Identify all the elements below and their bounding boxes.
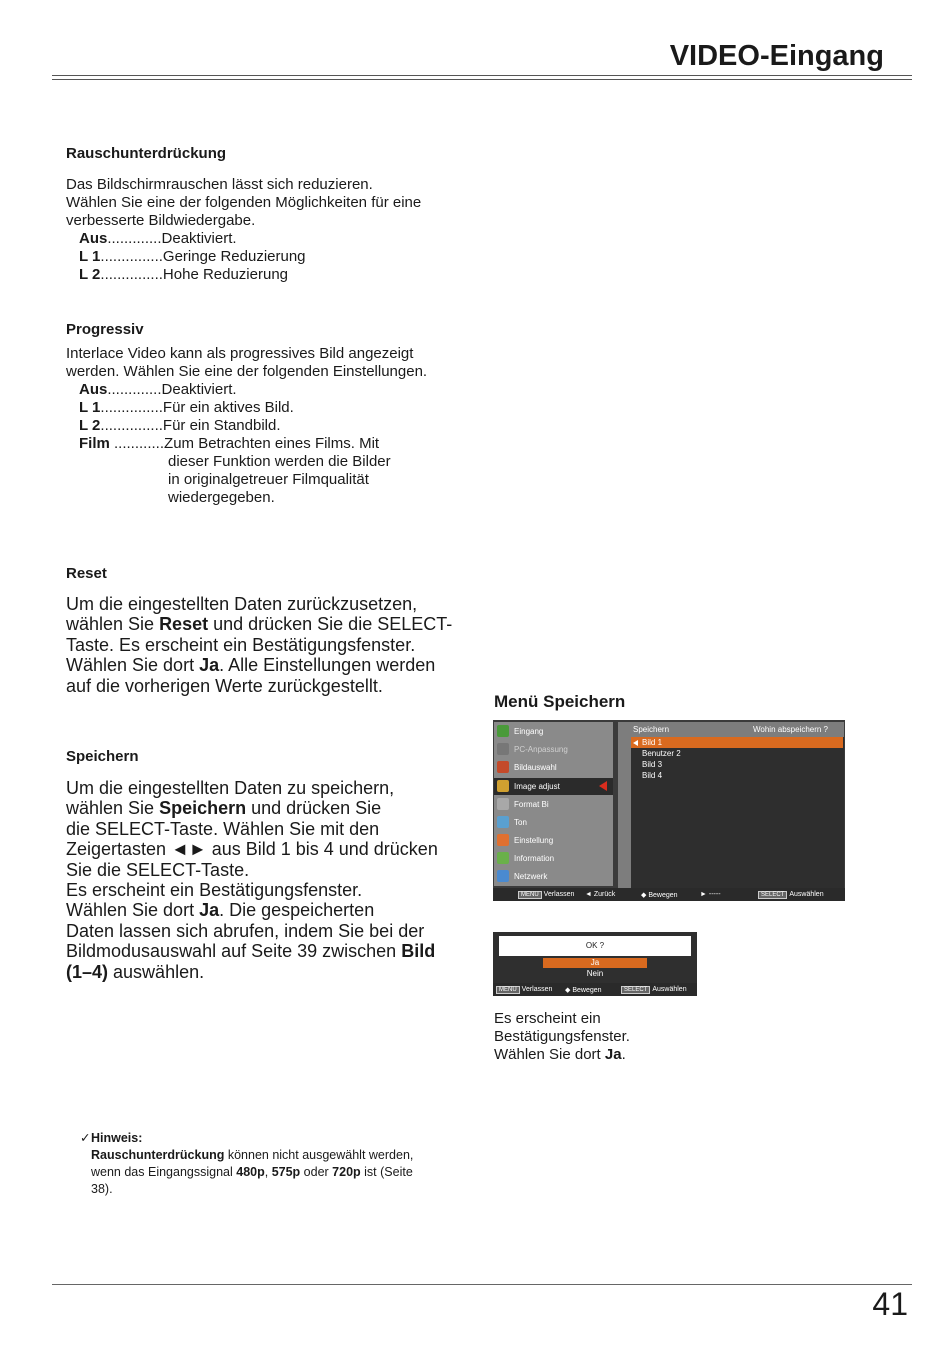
text-line: wählen Sie Reset und drücken Sie die SELECT-	[66, 614, 453, 635]
text-line: Zeigertasten ◄► aus Bild 1 bis 4 und drücken	[66, 839, 438, 860]
status-bewegen: ◆ Bewegen	[565, 987, 602, 994]
text-line: Es erscheint ein	[494, 1010, 601, 1027]
option-dots: ............	[109, 435, 165, 452]
rausch-paragraph	[66, 176, 466, 230]
text-line: in originalgetreuer Filmqualität	[168, 471, 369, 488]
progressiv-paragraph	[66, 345, 466, 381]
menu-item-bildauswahl[interactable]: Bildauswahl	[494, 759, 613, 776]
sound-icon	[497, 816, 509, 828]
menu-screenshot	[493, 720, 845, 901]
option-key: L 2	[79, 266, 101, 283]
status-bewegen: ◆ Bewegen	[641, 892, 678, 899]
pc-adjust-icon	[497, 743, 509, 755]
text-line: Das Bildschirmrauschen lässt sich reduzieren.	[66, 176, 373, 193]
option-desc: Deaktiviert.	[161, 230, 237, 247]
text-line: die SELECT-Taste. Wählen Sie mit den	[66, 818, 380, 839]
option-key: Film	[79, 435, 110, 452]
settings-icon	[497, 834, 509, 846]
text-line: Wählen Sie dort Ja. Alle Einstellungen werden	[66, 655, 436, 676]
option-row	[79, 266, 288, 284]
option-row	[79, 399, 294, 417]
menu-item-eingang[interactable]: Eingang	[494, 723, 613, 740]
text-line: 38).	[91, 1182, 113, 1196]
option-row	[79, 381, 237, 399]
option-desc: Zum Betrachten eines Films. Mit	[164, 435, 380, 452]
confirm-question: OK ?	[499, 936, 691, 956]
option-dots: ...............	[100, 399, 163, 416]
section-heading-progressiv: Progressiv	[66, 321, 144, 338]
format-icon	[497, 798, 509, 810]
text-line: Es erscheint ein Bestätigungsfenster.	[66, 880, 363, 901]
film-description	[168, 453, 391, 507]
menu-item-information[interactable]: Information	[494, 850, 613, 867]
confirm-no-option[interactable]: Nein	[586, 969, 604, 978]
section-heading-rauschunterdrueckung: Rauschunterdrückung	[66, 145, 227, 162]
text-line: wiedergegeben.	[168, 489, 275, 506]
option-row	[79, 248, 306, 266]
note-box	[80, 1130, 460, 1198]
status-zurueck: ◄ Zurück	[585, 891, 616, 898]
confirm-dialog	[493, 932, 697, 996]
confirm-yes-option[interactable]: Ja	[543, 958, 647, 968]
text-line: Wählen Sie dort Ja. Die gespeicherten	[66, 900, 375, 921]
option-key: Aus	[79, 381, 108, 398]
option-desc: Für ein Standbild.	[162, 417, 281, 434]
menu-right-panel	[618, 722, 844, 888]
option-desc: Geringe Reduzierung	[162, 248, 306, 265]
menu-item-format[interactable]: Format Bi	[494, 796, 613, 813]
text-line: Um die eingestellten Daten zu speichern,	[66, 778, 395, 798]
option-dots: ...............	[100, 248, 163, 265]
image-adjust-icon	[497, 780, 509, 792]
network-icon	[497, 870, 509, 882]
text-line: Um die eingestellten Daten zurückzusetzen,	[66, 594, 418, 614]
text-line: Daten lassen sich abrufen, indem Sie bei der	[66, 920, 425, 941]
text-line: Sie die SELECT-Taste.	[66, 859, 250, 880]
option-dots: .............	[107, 381, 162, 398]
section-heading-speichern: Speichern	[66, 748, 139, 765]
text-line: wählen Sie Speichern und drücken Sie	[66, 798, 382, 819]
menu-item-netzwerk[interactable]: Netzwerk	[494, 868, 613, 885]
status-auswaehlen: SELECT Auswählen	[758, 891, 824, 899]
input-icon	[497, 725, 509, 737]
option-dots: ...............	[100, 417, 163, 434]
submenu-item-benutzer-2[interactable]: Benutzer 2	[642, 749, 681, 758]
option-dots: .............	[107, 230, 162, 247]
text-line: Interlace Video kann als progressives Bild angezeigt	[66, 345, 414, 362]
text-line: Taste. Es erscheint ein Bestätigungsfenster.	[66, 634, 416, 655]
footer-rule	[52, 1284, 912, 1285]
option-dots: ...............	[100, 266, 163, 283]
option-key: L 1	[79, 399, 101, 416]
text-line: verbesserte Bildwiedergabe.	[66, 212, 256, 229]
menu-item-pc-anpassung[interactable]: PC-Anpassung	[494, 741, 613, 758]
menu-left-panel	[494, 722, 613, 886]
reset-paragraph	[66, 594, 466, 696]
menu-screenshot-title: Menü Speichern	[494, 692, 626, 711]
text-line: wenn das Eingangssignal 480p, 575p oder 720p ist (Seite	[91, 1165, 413, 1179]
option-row	[79, 417, 281, 435]
confirm-status-bar	[493, 983, 697, 996]
selection-arrow-icon	[599, 781, 607, 791]
status-verlassen: MENU Verlassen	[518, 891, 574, 899]
page-number: 41	[872, 1286, 908, 1322]
image-select-icon	[497, 761, 509, 773]
text-line: Bestätigungsfenster.	[494, 1028, 630, 1045]
text-line: dieser Funktion werden die Bilder	[168, 453, 391, 470]
option-row	[79, 230, 237, 248]
note-text	[80, 1147, 460, 1198]
header-rule	[52, 75, 912, 76]
submenu-header: Speichern Wohin abspeichern ?	[618, 722, 844, 736]
menu-status-bar	[493, 888, 845, 901]
submenu-list	[631, 737, 844, 888]
text-line: werden. Wählen Sie eine der folgenden Einstellungen.	[66, 363, 428, 380]
option-desc: Für ein aktives Bild.	[162, 399, 294, 416]
check-icon: ✓	[80, 1131, 91, 1145]
option-key: L 2	[79, 417, 101, 434]
text-line: Wählen Sie dort Ja.	[494, 1046, 626, 1063]
page-title: VIDEO-Eingang	[669, 40, 884, 72]
note-title: ✓Hinweis:	[80, 1131, 143, 1145]
speichern-paragraph	[66, 778, 466, 982]
info-icon	[497, 852, 509, 864]
header-rule-2	[52, 79, 912, 80]
text-line: Bildmodusauswahl auf Seite 39 zwischen Bild	[66, 941, 436, 962]
submenu-item-bild-3[interactable]: Bild 3	[642, 760, 663, 769]
text-line: Wählen Sie eine der folgenden Möglichkeiten für eine	[66, 194, 422, 211]
text-line: auf die vorherigen Werte zurückgestellt.	[66, 675, 383, 696]
submenu-item-bild-1[interactable]: Bild 1	[631, 737, 843, 748]
status-verlassen: MENU Verlassen	[496, 986, 552, 994]
option-desc: Hohe Reduzierung	[162, 266, 289, 283]
option-desc: Deaktiviert.	[161, 381, 237, 398]
section-heading-reset: Reset	[66, 565, 107, 582]
menu-item-einstellung[interactable]: Einstellung	[494, 832, 613, 849]
menu-item-ton[interactable]: Ton	[494, 814, 613, 831]
status-auswaehlen: SELECT Auswählen	[621, 986, 687, 994]
text-line: Rauschunterdrückung können nicht ausgewählt werden,	[91, 1148, 414, 1162]
option-row	[79, 435, 379, 453]
option-key: L 1	[79, 248, 101, 265]
submenu-item-bild-4[interactable]: Bild 4	[642, 771, 663, 780]
menu-item-image-adjust[interactable]: Image adjust	[494, 778, 613, 795]
option-key: Aus	[79, 230, 108, 247]
status-dashes: ► -----	[700, 891, 721, 898]
text-line: (1–4) auswählen.	[66, 961, 205, 982]
confirm-caption	[494, 1010, 734, 1064]
